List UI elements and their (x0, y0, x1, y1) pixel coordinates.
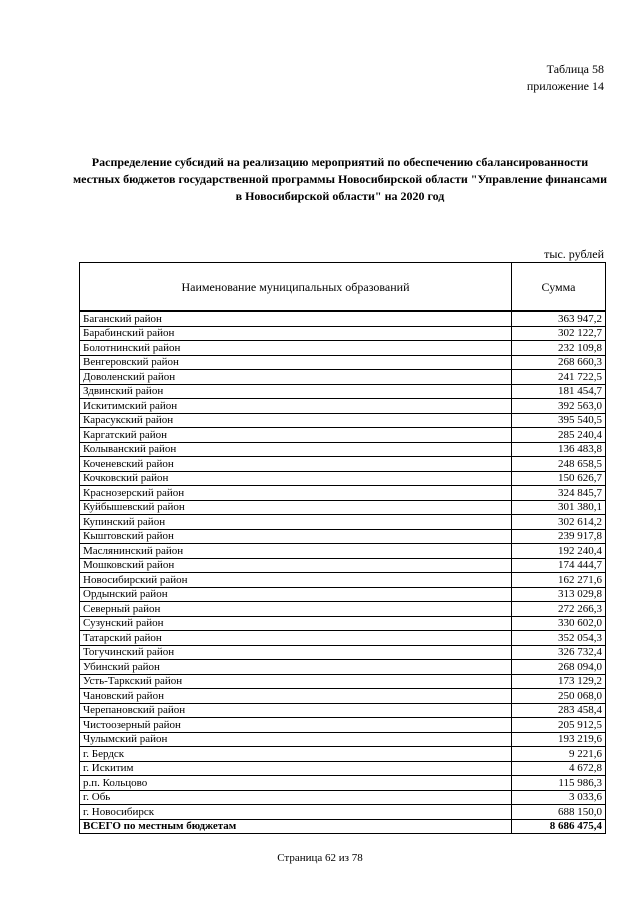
table-row (80, 311, 606, 326)
table-number: Таблица 58 (546, 62, 604, 76)
subsidy-amount: 205 912,5 (512, 718, 606, 733)
table-row (80, 602, 606, 617)
municipality-name: Новосибирский район (80, 573, 512, 588)
subsidy-amount: 181 454,7 (512, 384, 606, 399)
municipality-name: Доволенский район (80, 370, 512, 385)
municipality-name: Северный район (80, 602, 512, 617)
units-label: тыс. рублей (544, 247, 604, 261)
subsidy-amount: 330 602,0 (512, 616, 606, 631)
municipality-name: Чистоозерный район (80, 718, 512, 733)
table-row (80, 674, 606, 689)
table-row (80, 355, 606, 370)
municipality-name: Чулымский район (80, 732, 512, 747)
municipality-name: Купинский район (80, 515, 512, 530)
table-row (80, 573, 606, 588)
table-row (80, 428, 606, 443)
municipality-name: Краснозерский район (80, 486, 512, 501)
table-row (80, 442, 606, 457)
municipality-name: г. Искитим (80, 761, 512, 776)
municipality-name: Маслянинский район (80, 544, 512, 559)
municipality-name: г. Обь (80, 790, 512, 805)
subsidy-amount: 4 672,8 (512, 761, 606, 776)
table-row (80, 500, 606, 515)
total-row (80, 819, 606, 834)
table-row (80, 399, 606, 414)
table-row (80, 645, 606, 660)
document-title: Распределение субсидий на реализацию мероприятий по обеспечению сбалансированности местных бюджетов государственной программы Новосибирской области "Управление финансами в Новосибирской области" на 2020 год (72, 155, 608, 203)
table-row (80, 370, 606, 385)
table-row (80, 587, 606, 602)
table-row (80, 515, 606, 530)
municipality-name: Венгеровский район (80, 355, 512, 370)
subsidy-amount: 268 660,3 (512, 355, 606, 370)
table-row (80, 776, 606, 791)
municipality-name: Тогучинский район (80, 645, 512, 660)
subsidy-amount: 193 219,6 (512, 732, 606, 747)
table-row (80, 616, 606, 631)
table-row (80, 689, 606, 704)
municipality-name: Искитимский район (80, 399, 512, 414)
table-row (80, 747, 606, 762)
municipality-name: Болотнинский район (80, 341, 512, 356)
subsidy-amount: 173 129,2 (512, 674, 606, 689)
table-row (80, 761, 606, 776)
table-row (80, 558, 606, 573)
table-row (80, 529, 606, 544)
table-row (80, 732, 606, 747)
subsidy-amount: 241 722,5 (512, 370, 606, 385)
subsidy-amount: 352 054,3 (512, 631, 606, 646)
table-row (80, 790, 606, 805)
table-row (80, 413, 606, 428)
table-body (80, 311, 606, 834)
municipality-name: Барабинский район (80, 326, 512, 341)
subsidy-amount: 302 122,7 (512, 326, 606, 341)
subsidy-amount: 115 986,3 (512, 776, 606, 791)
municipality-name: Коченевский район (80, 457, 512, 472)
subsidy-amount: 136 483,8 (512, 442, 606, 457)
table-row (80, 341, 606, 356)
subsidy-amount: 268 094,0 (512, 660, 606, 675)
subsidy-amount: 313 029,8 (512, 587, 606, 602)
subsidy-amount: 392 563,0 (512, 399, 606, 414)
subsidy-amount: 285 240,4 (512, 428, 606, 443)
subsidy-amount: 395 540,5 (512, 413, 606, 428)
municipality-name: Баганский район (80, 311, 512, 326)
subsidy-amount: 272 266,3 (512, 602, 606, 617)
municipality-name: г. Бердск (80, 747, 512, 762)
municipality-name: Татарский район (80, 631, 512, 646)
table-row (80, 703, 606, 718)
subsidy-amount: 250 068,0 (512, 689, 606, 704)
subsidy-amount: 239 917,8 (512, 529, 606, 544)
appendix-label: приложение 14 (526, 79, 604, 93)
column-header-name: Наименование муниципальных образований (80, 263, 512, 312)
table-row (80, 471, 606, 486)
subsidy-amount: 174 444,7 (512, 558, 606, 573)
table-row (80, 486, 606, 501)
municipality-name: Куйбышевский район (80, 500, 512, 515)
table-row (80, 457, 606, 472)
municipality-name: р.п. Кольцово (80, 776, 512, 791)
subsidy-amount: 150 626,7 (512, 471, 606, 486)
column-header-sum: Сумма (512, 263, 606, 312)
subsidy-amount: 9 221,6 (512, 747, 606, 762)
municipality-name: Чановский район (80, 689, 512, 704)
subsidy-amount: 301 380,1 (512, 500, 606, 515)
municipality-name: Каргатский район (80, 428, 512, 443)
subsidy-amount: 192 240,4 (512, 544, 606, 559)
table-row (80, 544, 606, 559)
subsidy-amount: 248 658,5 (512, 457, 606, 472)
subsidy-amount: 162 271,6 (512, 573, 606, 588)
table-row (80, 384, 606, 399)
subsidy-amount: 688 150,0 (512, 805, 606, 820)
subsidy-amount: 232 109,8 (512, 341, 606, 356)
table-header (527, 61, 604, 95)
municipality-name: Убинский район (80, 660, 512, 675)
municipality-name: Черепановский район (80, 703, 512, 718)
subsidy-amount: 3 033,6 (512, 790, 606, 805)
municipality-name: Колыванский район (80, 442, 512, 457)
table-row (80, 718, 606, 733)
subsidy-amount: 324 845,7 (512, 486, 606, 501)
municipality-name: Здвинский район (80, 384, 512, 399)
municipality-name: Карасукский район (80, 413, 512, 428)
municipality-name: г. Новосибирск (80, 805, 512, 820)
subsidy-amount: 283 458,4 (512, 703, 606, 718)
subsidy-amount: 302 614,2 (512, 515, 606, 530)
municipality-name: Сузунский район (80, 616, 512, 631)
page-footer: Страница 62 из 78 (277, 852, 363, 864)
subsidy-amount: 363 947,2 (512, 311, 606, 326)
subsidy-table (79, 262, 606, 834)
table-row (80, 660, 606, 675)
municipality-name: Кыштовский район (80, 529, 512, 544)
subsidy-amount: 326 732,4 (512, 645, 606, 660)
municipality-name: Кочковский район (80, 471, 512, 486)
total-amount: 8 686 475,4 (512, 819, 606, 834)
table-row (80, 805, 606, 820)
table-row (80, 326, 606, 341)
municipality-name: Усть-Таркский район (80, 674, 512, 689)
municipality-name: Мошковский район (80, 558, 512, 573)
total-label: ВСЕГО по местным бюджетам (80, 819, 512, 834)
table-header-row (80, 263, 606, 312)
table-row (80, 631, 606, 646)
municipality-name: Ордынский район (80, 587, 512, 602)
